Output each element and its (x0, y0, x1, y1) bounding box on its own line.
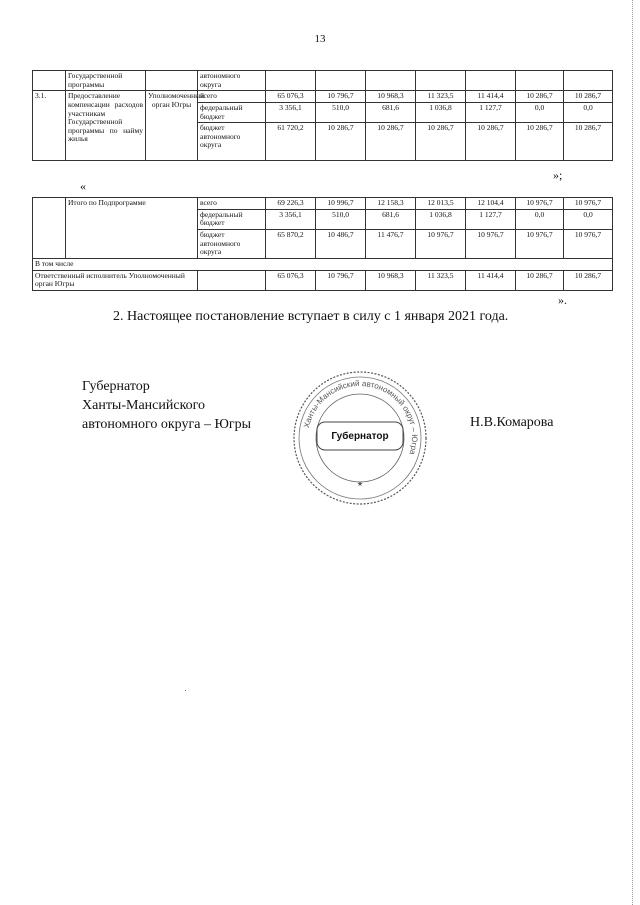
opening-quote: « (80, 179, 86, 193)
funding-source-cell: федеральный бюджет (198, 102, 266, 122)
value-cell: 0,0 (516, 209, 564, 229)
value-cell: 10 976,7 (516, 198, 564, 210)
value-cell: 10 286,7 (516, 270, 564, 290)
value-cell: 10 286,7 (564, 123, 613, 161)
page-number: 13 (314, 33, 326, 45)
value-cell: 11 323,5 (416, 270, 466, 290)
signatory-name: Н.В.Комарова (470, 415, 554, 430)
signer-title (82, 377, 251, 434)
row-number-cell: 3.1. (33, 91, 66, 161)
table-row (33, 198, 613, 210)
value-cell: 11 476,7 (366, 229, 416, 258)
closing-quote: ». (558, 293, 567, 307)
value-cell: 1 127,7 (466, 102, 516, 122)
value-cell: 65 076,3 (266, 91, 316, 103)
value-cell: 0,0 (564, 209, 613, 229)
value-cell: 11 323,5 (416, 91, 466, 103)
value-cell: 0,0 (564, 102, 613, 122)
funding-source-cell: всего (198, 91, 266, 103)
executor-cell: Уполномоченный орган Югры (146, 91, 198, 161)
empty-number-cell (33, 198, 66, 259)
scan-edge-line (632, 0, 634, 905)
value-cell (266, 71, 316, 91)
value-cell: 11 414,4 (466, 270, 516, 290)
value-cell: 10 286,7 (516, 123, 564, 161)
value-cell: 510,0 (316, 102, 366, 122)
signer-title-line: Губернатор (82, 379, 150, 394)
signer-title-line: Ханты-Мансийского (82, 398, 206, 413)
value-cell: 10 796,7 (316, 91, 366, 103)
value-cell: 10 286,7 (516, 91, 564, 103)
value-cell: 10 976,7 (466, 229, 516, 258)
subprogram-total-table (32, 197, 613, 291)
funding-source-cell: бюджет автономного округа (198, 123, 266, 161)
value-cell (516, 71, 564, 91)
value-cell (564, 71, 613, 91)
value-cell: 10 968,3 (366, 270, 416, 290)
value-cell: 11 414,4 (466, 91, 516, 103)
value-cell: 69 226,3 (266, 198, 316, 210)
measure-name-cell: Предоставление компенсации расходов участникам Государственной программы по найму жилья (66, 91, 146, 161)
table-row (33, 258, 613, 270)
closing-quote: »; (553, 168, 563, 182)
funding-source-cell: бюджет автономного округа (198, 229, 266, 258)
value-cell (416, 71, 466, 91)
value-cell (366, 71, 416, 91)
signer-title-line: автономного округа – Югры (82, 417, 251, 432)
value-cell: 61 720,2 (266, 123, 316, 161)
value-cell: 10 286,7 (316, 123, 366, 161)
table-row (33, 91, 613, 103)
clause-2-text: 2. Настоящее постановление вступает в силу с 1 января 2021 года. (113, 309, 509, 324)
value-cell: 3 356,1 (266, 102, 316, 122)
row-number-cell (33, 71, 66, 91)
value-cell: 10 286,7 (564, 91, 613, 103)
funding-source-cell: всего (198, 198, 266, 210)
value-cell (316, 71, 366, 91)
including-label-cell: В том числе (33, 258, 613, 270)
value-cell: 510,0 (316, 209, 366, 229)
value-cell: 65 870,2 (266, 229, 316, 258)
value-cell: 10 796,7 (316, 270, 366, 290)
empty-source-cell (198, 270, 266, 290)
value-cell: 10 976,7 (416, 229, 466, 258)
value-cell: 10 286,7 (564, 270, 613, 290)
table-row (33, 270, 613, 290)
funding-source-cell: автономного округа (198, 71, 266, 91)
executor-cell (146, 71, 198, 91)
value-cell: 3 356,1 (266, 209, 316, 229)
value-cell: 10 286,7 (466, 123, 516, 161)
value-cell: 12 104,4 (466, 198, 516, 210)
value-cell: 1 036,8 (416, 209, 466, 229)
executor-label-cell: Ответственный исполнитель Уполномоченный орган Югры (33, 270, 198, 290)
table-row (33, 71, 613, 91)
program-table (32, 70, 613, 161)
scan-speck (185, 690, 186, 691)
value-cell: 65 076,3 (266, 270, 316, 290)
value-cell: 12 158,3 (366, 198, 416, 210)
value-cell: 10 968,3 (366, 91, 416, 103)
value-cell: 10 286,7 (366, 123, 416, 161)
value-cell: 10 996,7 (316, 198, 366, 210)
official-seal (290, 368, 430, 508)
value-cell: 0,0 (516, 102, 564, 122)
value-cell: 10 286,7 (416, 123, 466, 161)
value-cell: 681,6 (366, 209, 416, 229)
value-cell: 10 976,7 (564, 229, 613, 258)
seal-ring-text: Ханты-Мансийский автономный округ – Югра (302, 378, 420, 456)
value-cell: 12 013,5 (416, 198, 466, 210)
measure-name-cell: Государственной программы (66, 71, 146, 91)
svg-text:★: ★ (356, 480, 364, 488)
value-cell: 10 976,7 (564, 198, 613, 210)
value-cell: 10 486,7 (316, 229, 366, 258)
funding-source-cell: федеральный бюджет (198, 209, 266, 229)
value-cell: 1 127,7 (466, 209, 516, 229)
value-cell: 10 976,7 (516, 229, 564, 258)
value-cell: 681,6 (366, 102, 416, 122)
value-cell: 1 036,8 (416, 102, 466, 122)
value-cell (466, 71, 516, 91)
total-label-cell: Итого по Подпрограмме (66, 198, 198, 259)
seal-label: Губернатор (331, 430, 389, 442)
